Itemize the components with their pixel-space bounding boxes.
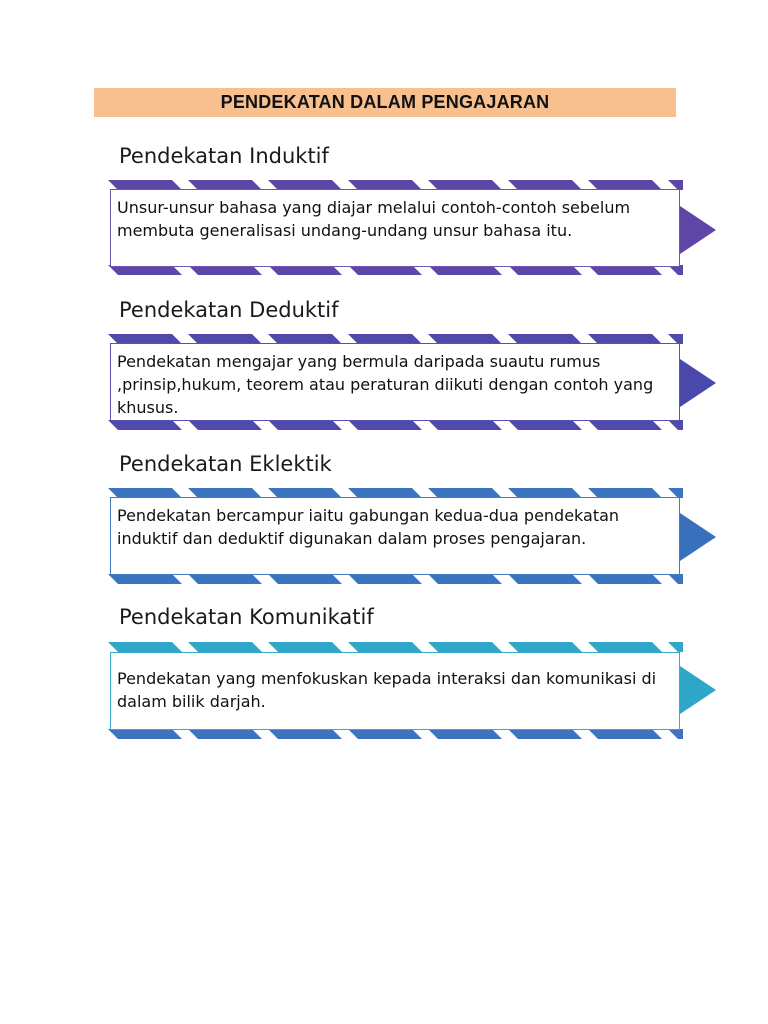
arrow-right-icon <box>680 359 716 407</box>
page-title: PENDEKATAN DALAM PENGAJARAN <box>94 88 676 117</box>
chevron-stripe-bottom <box>108 420 683 430</box>
chevron-stripe-bottom <box>108 729 683 739</box>
chevron-stripe-bottom <box>108 574 683 584</box>
section-heading-eklektik: Pendekatan Eklektik <box>119 452 332 476</box>
section-heading-deduktif: Pendekatan Deduktif <box>119 298 339 322</box>
chevron-stripe-top <box>108 642 683 652</box>
section-heading-induktif: Pendekatan Induktif <box>119 144 329 168</box>
arrow-right-icon <box>680 513 716 561</box>
section-description-deduktif: Pendekatan mengajar yang bermula daripada suautu rumus ,prinsip,hukum, teorem atau peraturan diikuti dengan contoh yang khusus. <box>110 343 680 421</box>
arrow-right-icon <box>680 666 716 714</box>
section-description-eklektik: Pendekatan bercampur iaitu gabungan kedua-dua pendekatan induktif dan deduktif digunakan dalam proses pengajaran. <box>110 497 680 575</box>
section-description-induktif: Unsur-unsur bahasa yang diajar melalui contoh-contoh sebelum membuta generalisasi undang-undang unsur bahasa itu. <box>110 189 680 267</box>
section-heading-komunikatif: Pendekatan Komunikatif <box>119 605 374 629</box>
arrow-right-icon <box>680 206 716 254</box>
section-description-komunikatif: Pendekatan yang menfokuskan kepada interaksi dan komunikasi di dalam bilik darjah. <box>110 652 680 730</box>
